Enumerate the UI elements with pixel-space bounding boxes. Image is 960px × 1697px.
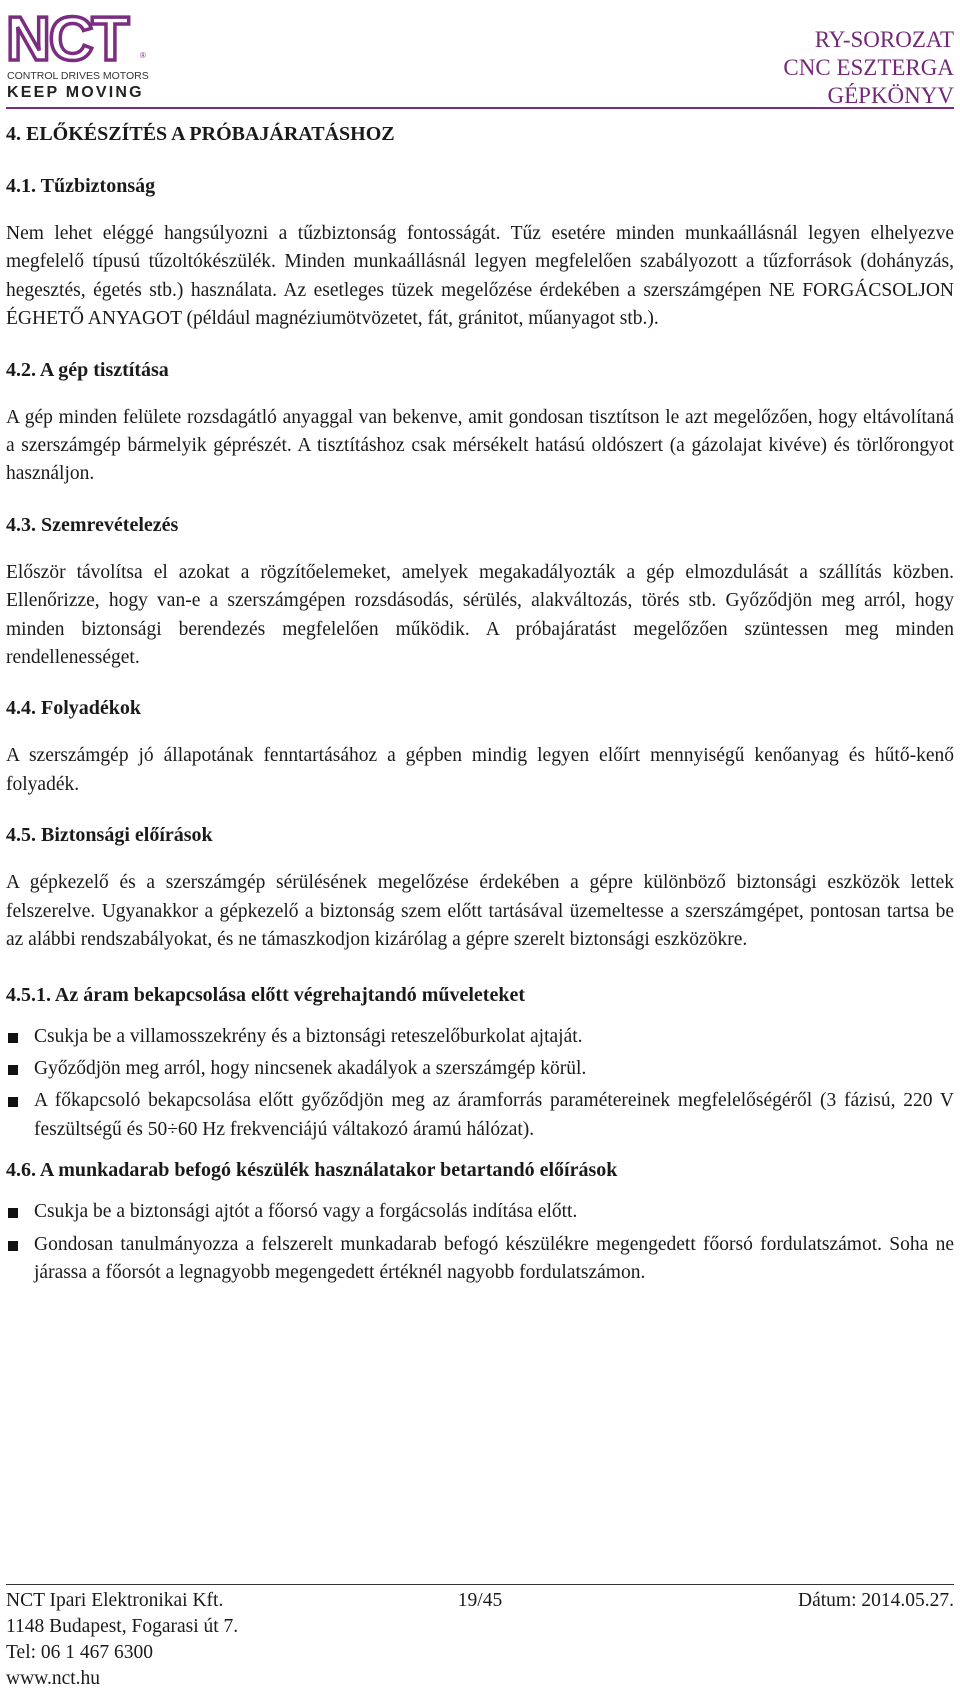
pre-power-checklist: [6, 1023, 954, 1145]
section-title-4-5-1: 4.5.1. Az áram bekapcsolása előtt végrehajtandó műveleteket: [6, 983, 526, 1006]
page-content: [6, 110, 954, 1291]
section-title-4-6: 4.6. A munkadarab befogó készülék használatakor betartandó előírások: [6, 1159, 618, 1182]
logo-wordmark: NCT: [6, 8, 128, 74]
section-text-4-4: A szerszámgép jó állapotának fenntartásához a gépben mindig legyen előírt mennyiségű kenőanyag és hűtő-kenő folyadék.: [6, 745, 954, 795]
section-title-4-3: 4.3. Szemrevételezés: [6, 513, 179, 536]
bullet-square-icon: [8, 1033, 18, 1043]
page-header: [0, 0, 960, 112]
svg-text:®: ®: [140, 51, 146, 60]
nct-logo: [6, 8, 156, 103]
nct-logo-graphic: [6, 8, 156, 103]
document-title-block: [783, 26, 954, 110]
section-title-4-4: 4.4. Folyadékok: [6, 697, 142, 720]
page-footer: [6, 1584, 954, 1692]
bullet-square-icon: [8, 1208, 18, 1218]
logo-tagline: CONTROL DRIVES MOTORS: [7, 70, 149, 82]
list-item: Gondosan tanulmányozza a felszerelt munkadarab befogó készülékre megengedett főorsó fordulatszámot. Soha ne járassa a főorsót a legnagyobb megengedett értéknél nagyobb fordulatszámon.: [6, 1231, 954, 1288]
bullet-square-icon: [8, 1097, 18, 1107]
document-date: Dátum: 2014.05.27.: [798, 1590, 954, 1611]
bullet-square-icon: [8, 1241, 18, 1251]
section-text-4-3: Először távolítsa el azokat a rögzítőelemeket, amelyek megakadályozták a gép elmozdulását a szállítás közben. Ellenőrizze, hogy van-e a szerszámgépen rozsdásodás, sérülés, alakváltozás, törés stb. Győződjön meg arról, hogy minden biztonsági berendezés megfelelően működik. A próbajáratást megelőzően szüntessen meg minden rendellenességet.: [6, 561, 954, 669]
company-website[interactable]: www.nct.hu: [6, 1668, 101, 1689]
section-text-4-1: Nem lehet eléggé hangsúlyozni a tűzbiztonság fontosságát. Tűz esetére minden munkaállásnál legyen elhelyezve megfelelő típusú tűzoltókészülék. Minden munkaállásnál legyen megfelelően szabályozott a tűzforrások (dohányzás, hegesztés, égetés stb.) használata. Az esetleges tüzek megelőzése érdekében a szerszámgépen NE FORGÁCSOLJON ÉGHETŐ ANYAGOT (például magnéziumötvözetet, fát, gránitot, műanyagot stb.).: [6, 223, 954, 330]
chapter-title: 4. ELŐKÉSZÍTÉS A PRÓBAJÁRATÁSHOZ: [6, 123, 395, 145]
company-address: 1148 Budapest, Fogarasi út 7.: [6, 1616, 239, 1637]
page-number: 19/45: [457, 1590, 503, 1611]
section-text-4-5: A gépkezelő és a szerszámgép sérülésének megelőzése érdekében a gépre különböző biztonsági eszközök lettek felszerelve. Ugyanakkor a gépkezelő a biztonság szem előtt tartásával üzemeltesse a szerszámgépet, pontosan tartsa be az alábbi rendszabályokat, és ne támaszkodjon kizárólag a gépre szerelt biztonsági eszközökre.: [6, 872, 954, 951]
list-item: Győződjön meg arról, hogy nincsenek akadályok a szerszámgép körül.: [6, 1055, 954, 1083]
product-name: CNC ESZTERGA: [783, 55, 954, 80]
company-name: NCT Ipari Elektronikai Kft.: [6, 1590, 224, 1611]
document-type: GÉPKÖNYV: [827, 83, 954, 108]
section-title-4-5: 4.5. Biztonsági előírások: [6, 824, 213, 847]
section-text-4-2: A gép minden felülete rozsdagátló anyaggal van bekenve, amit gondosan tisztítson le azt megelőzően, hogy eltávolítaná a szerszámgép bármelyik géprészét. A tisztításhoz csak mérsékelt hatású oldószert (a gázolajat kivéve) és törlőrongyot használjon.: [6, 406, 954, 485]
company-phone: Tel: 06 1 467 6300: [6, 1642, 154, 1663]
section-title-4-2: 4.2. A gép tisztítása: [6, 358, 169, 381]
section-title-4-1: 4.1. Tűzbiztonság: [6, 175, 156, 197]
list-item: Csukja be a villamosszekrény és a biztonsági reteszelőburkolat ajtaját.: [6, 1023, 954, 1051]
list-item: A főkapcsoló bekapcsolása előtt győződjön meg az áramforrás paramétereinek megfelelőségéről (3 fázisú, 220 V feszültségű és 50÷60 Hz frekvenciájú váltakozó áramú hálózat).: [6, 1087, 954, 1144]
bullet-square-icon: [8, 1065, 18, 1075]
series-name: RY-SOROZAT: [814, 27, 954, 52]
list-item: Csukja be a biztonsági ajtót a főorsó vagy a forgácsolás indítása előtt.: [6, 1198, 954, 1226]
footer-divider: [6, 1584, 954, 1585]
header-divider: [6, 107, 954, 109]
logo-slogan: KEEP MOVING: [7, 84, 144, 101]
workholding-rules-list: [6, 1198, 954, 1287]
